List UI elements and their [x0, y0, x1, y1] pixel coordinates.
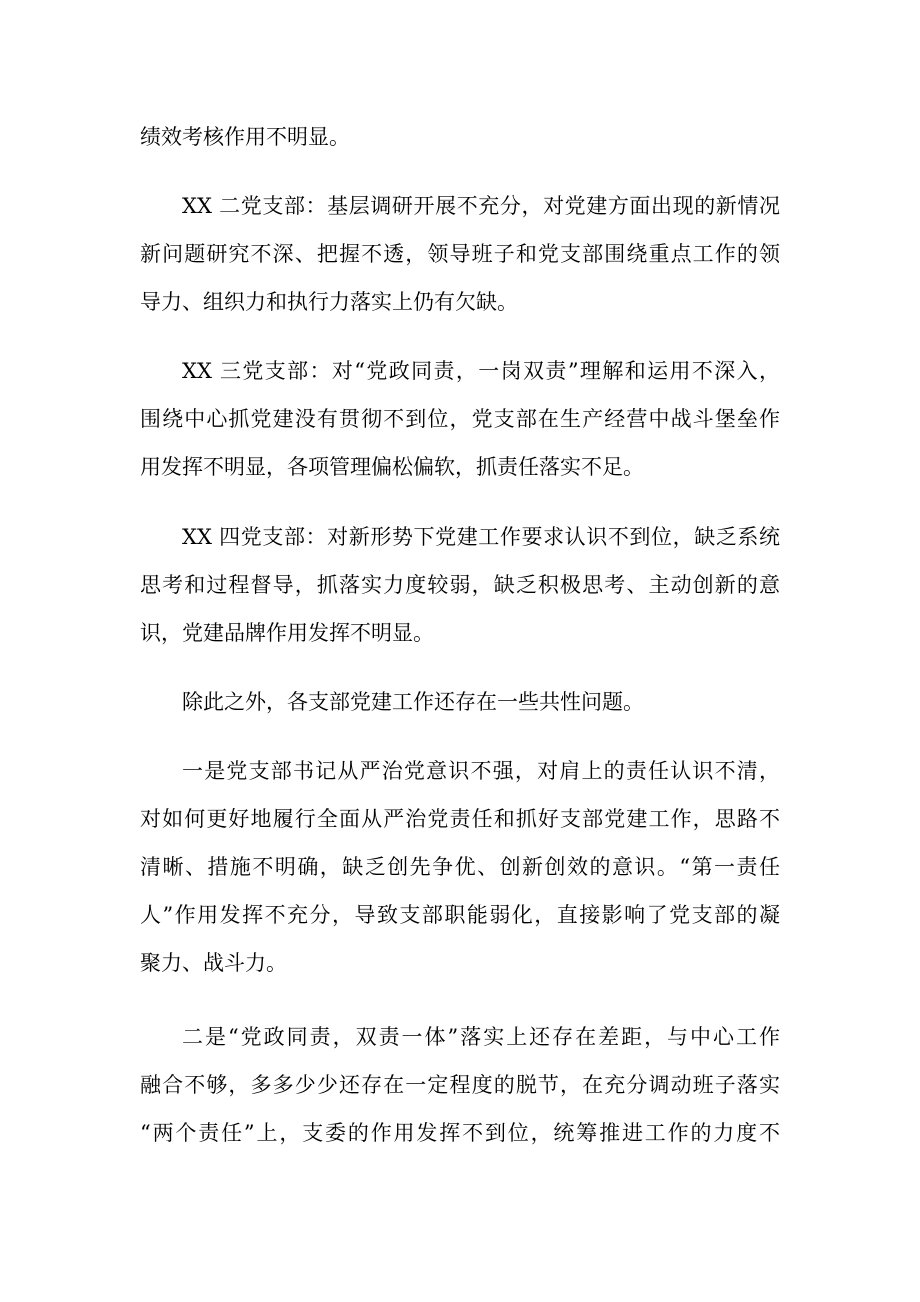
text-line: XX 三党支部：对“党政同责，一岗双责”理解和运用不深入，	[182, 359, 780, 383]
text-line: 识，党建品牌作用发挥不明显。	[140, 621, 434, 645]
text-line: 思考和过程督导，抓落实力度较弱，缺乏积极思考、主动创新的意	[140, 573, 780, 597]
text-line: XX 二党支部：基层调研开展不充分，对党建方面出现的新情况	[182, 194, 780, 218]
text-line: 围绕中心抓党建没有贯彻不到位，党支部在生产经营中战斗堡垒作	[140, 407, 780, 431]
text-line: 对如何更好地履行全面从严治党责任和抓好支部党建工作，思路不	[140, 807, 780, 831]
text-line: 人”作用发挥不充分，导致支部职能弱化，直接影响了党支部的凝	[140, 903, 780, 927]
text-line: 用发挥不明显，各项管理偏松偏软，抓责任落实不足。	[140, 455, 644, 479]
text-line: “两个责任”上，支委的作用发挥不到位，统筹推进工作的力度不	[140, 1121, 780, 1145]
text-line: 清晰、措施不明确，缺乏创先争优、创新创效的意识。“第一责任	[140, 855, 780, 879]
text-line: 一是党支部书记从严治党意识不强，对肩上的责任认识不清，	[182, 759, 780, 783]
text-line: 二是“党政同责，双责一体”落实上还存在差距，与中心工作	[182, 1025, 780, 1049]
text-line: 新问题研究不深、把握不透，领导班子和党支部围绕重点工作的领	[140, 242, 780, 266]
text-line: 绩效考核作用不明显。	[140, 125, 350, 149]
text-line: 融合不够，多多少少还存在一定程度的脱节，在充分调动班子落实	[140, 1073, 780, 1097]
text-line: 聚力、战斗力。	[140, 951, 287, 975]
text-line: 导力、组织力和执行力落实上仍有欠缺。	[140, 290, 518, 314]
text-line: 除此之外，各支部党建工作还存在一些共性问题。	[182, 690, 644, 714]
text-line: XX 四党支部：对新形势下党建工作要求认识不到位，缺乏系统	[182, 525, 780, 549]
